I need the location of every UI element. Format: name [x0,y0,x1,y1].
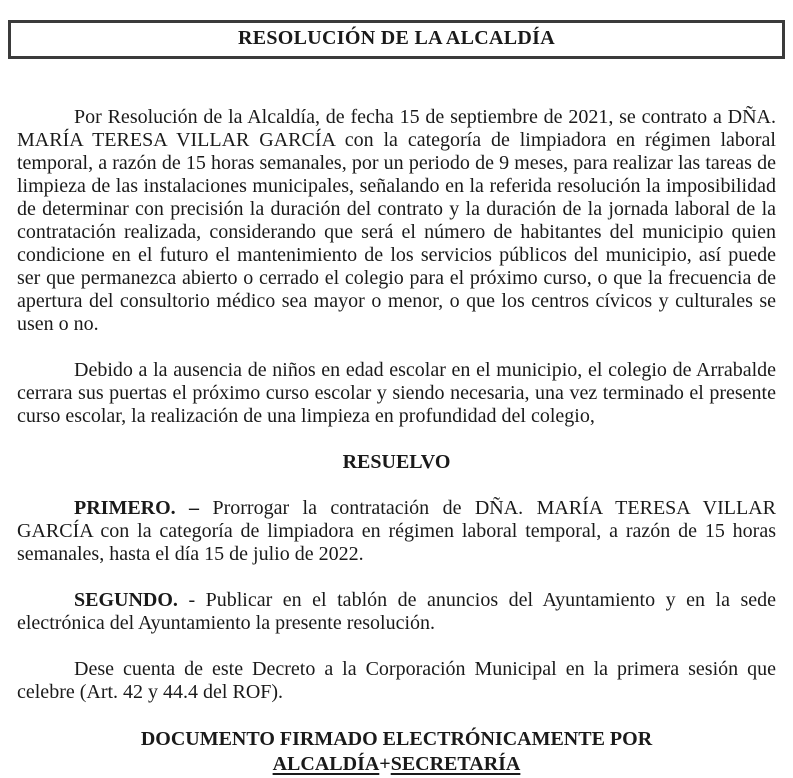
paragraph-debido-ausencia: Debido a la ausencia de niños en edad escolar en el municipio, el colegio de Arrabalde cerrara sus puertas el próximo curso escolar y siendo necesaria, una vez terminado el presente curso escolar, la realización de una limpieza en profundidad del colegio, [17,359,776,427]
title-box [8,20,785,59]
paragraph-resolucion-intro: Por Resolución de la Alcaldía, de fecha 15 de septiembre de 2021, se contrato a DÑA. MARÍA TERESA VILLAR GARCÍA con la categoría de limpiadora en régimen laboral temporal, a razón de 15 horas semanales, por un periodo de 9 meses, para realizar las tareas de limpieza de las instalaciones municipales, señalando en la referida resolución la imposibilidad de determinar con precisión la duración del contrato y la duración de la jornada laboral de la contratación realizada, considerando que será el número de habitantes del municipio quien condicione en el futuro el mantenimiento de los servicios públicos del municipio, así puede ser que permanezca abierto o cerrado el colegio para el próximo curso, o que la frecuencia de apertura del consultorio médico sea mayor o menor, o que los centros cívicos y culturales se usen o no. [17,106,776,335]
footer-signers [17,753,776,776]
primero-text: Prorrogar la contratación de DÑA. MARÍA TERESA VILLAR GARCÍA con la categoría de limpiadora en régimen laboral temporal, a razón de 15 horas semanales, hasta el día 15 de julio de 2022. [17,497,776,565]
footer-signed-electronically: DOCUMENTO FIRMADO ELECTRÓNICAMENTE POR [140,728,653,750]
segundo-text: - Publicar en el tablón de anuncios del Ayuntamiento y en la sede electrónica del Ayuntamiento la presente resolución. [17,589,777,634]
page-title: RESOLUCIÓN DE LA ALCALDÍA [237,27,555,49]
segundo-label: SEGUNDO. [74,589,178,611]
footer-signer-alcaldia: ALCALDÍA [272,753,380,775]
document-body [17,106,776,776]
footer-plus-separator: + [379,753,391,775]
resuelvo-heading: RESUELVO [342,451,451,473]
footer-signer-secretaria: SECRETARÍA [390,753,521,775]
paragraph-primero [17,497,776,566]
primero-label: PRIMERO. – [74,497,200,519]
paragraph-segundo [17,589,776,635]
paragraph-dese-cuenta: Dese cuenta de este Decreto a la Corporación Municipal en la primera sesión que celebre (Art. 42 y 44.4 del ROF). [17,658,776,703]
